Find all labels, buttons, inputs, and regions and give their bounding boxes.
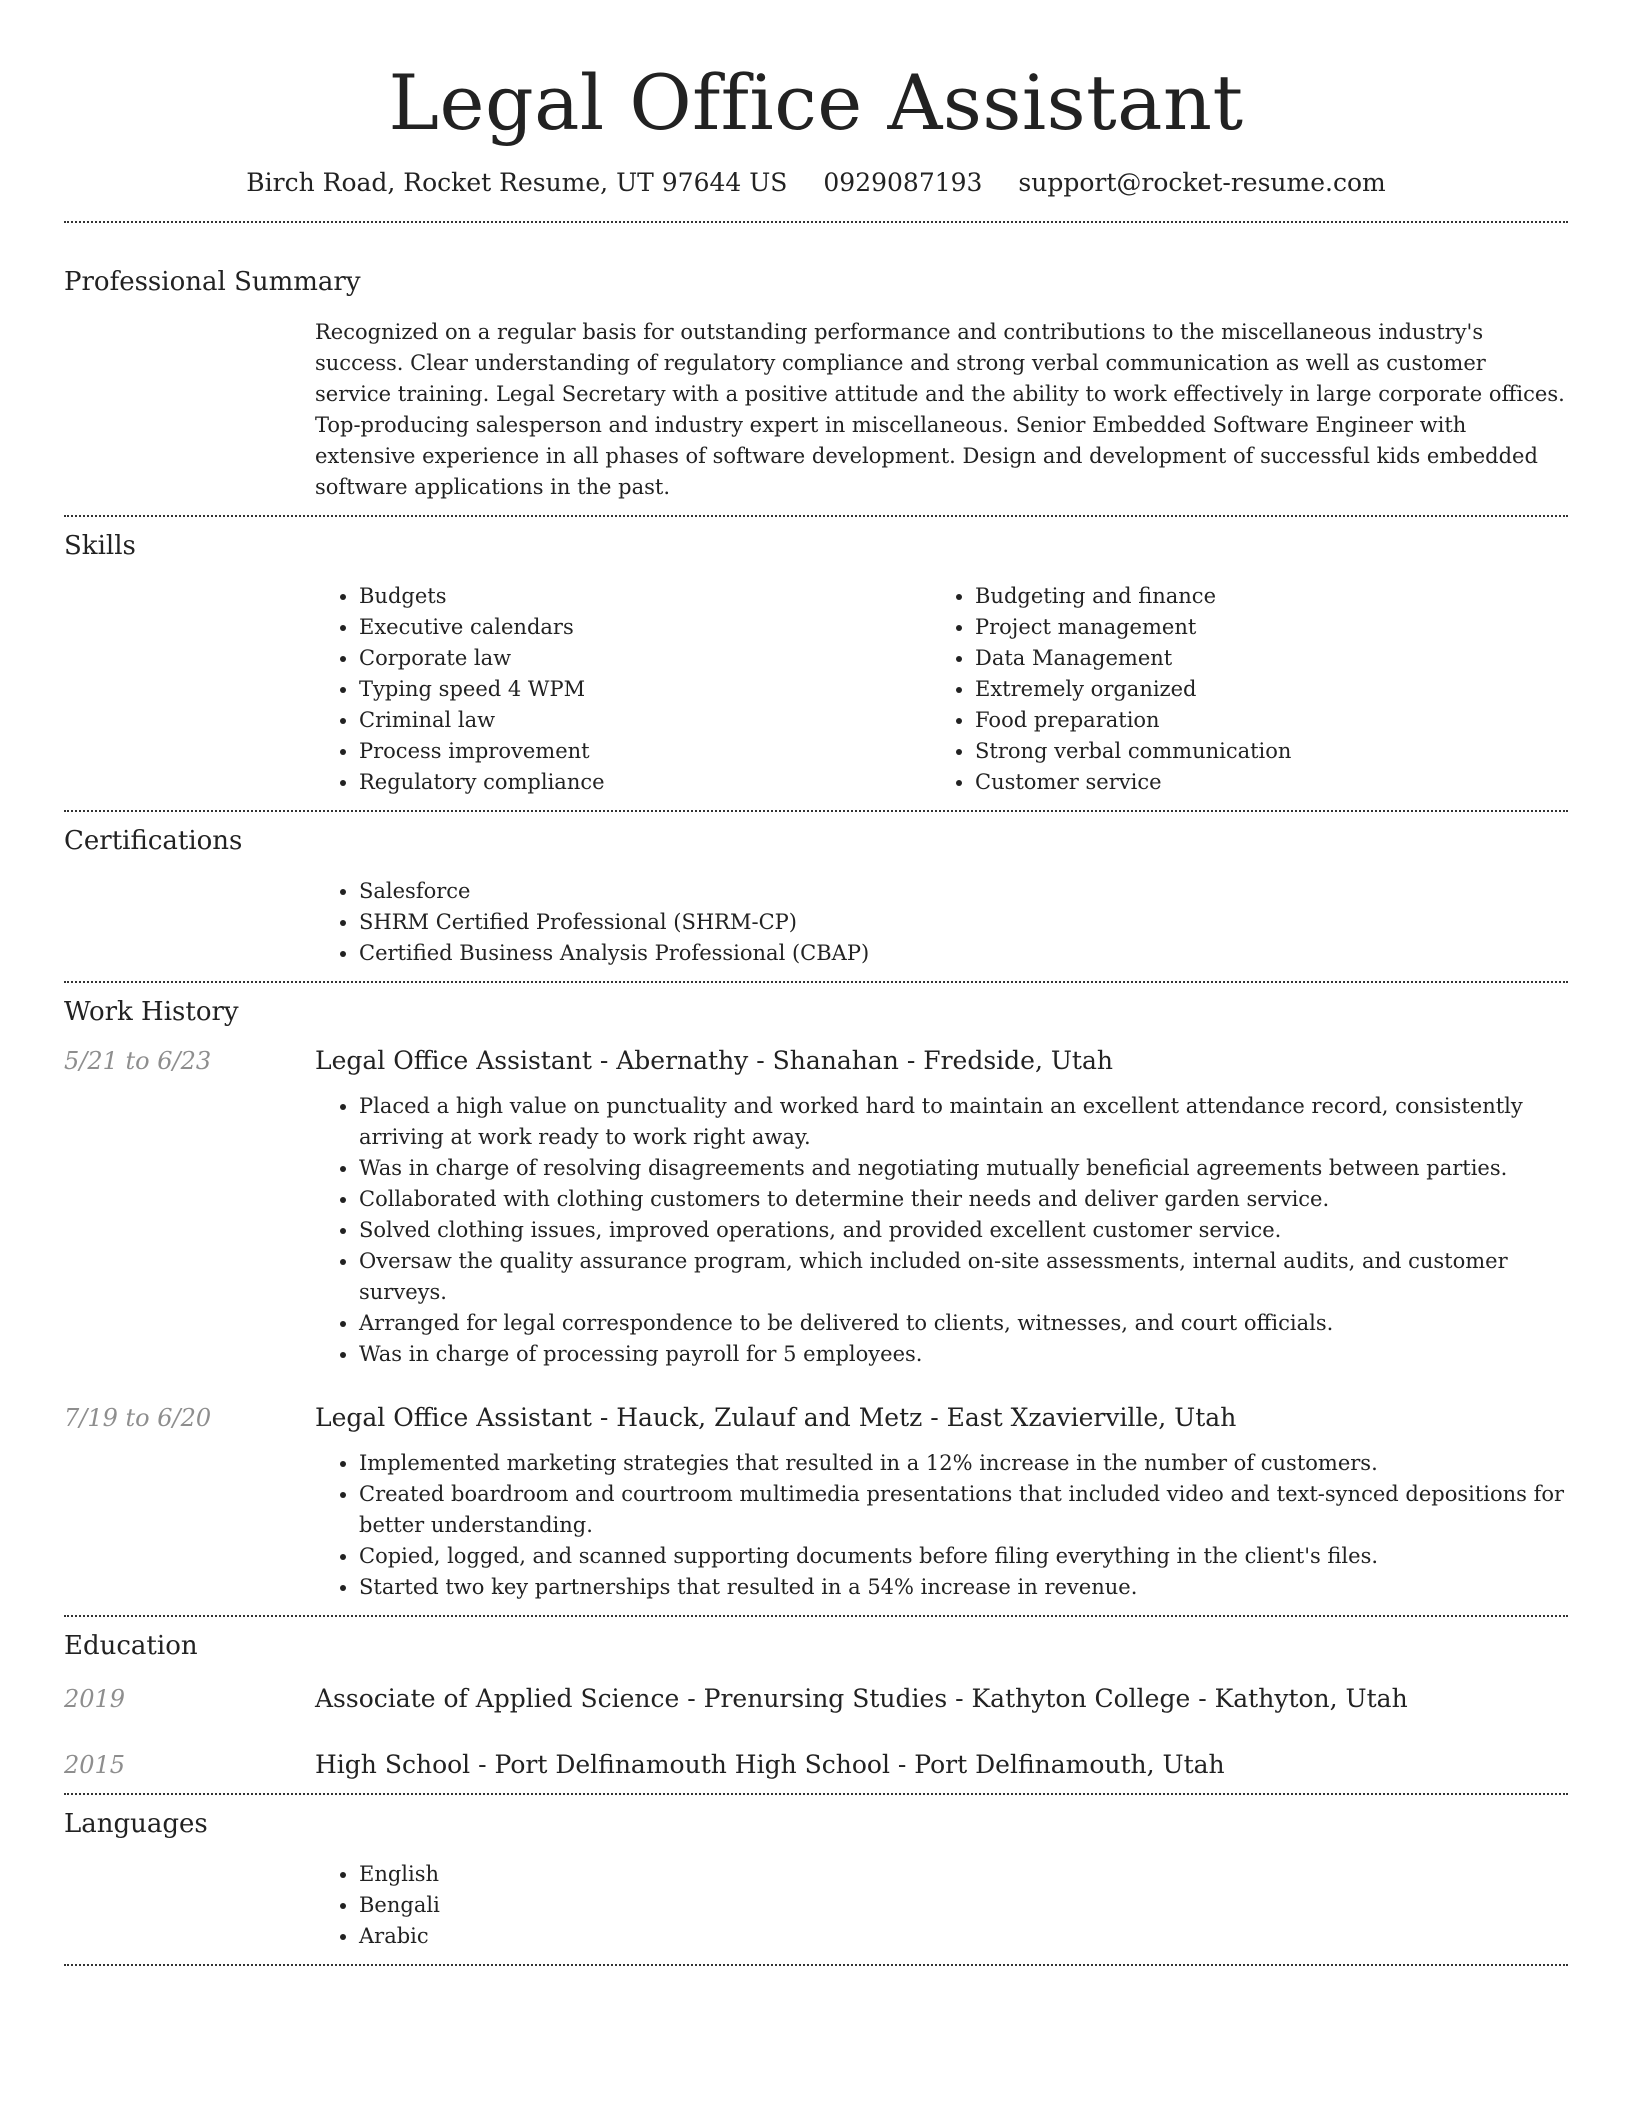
skills-list-left <box>315 581 931 798</box>
job-bullet: • Collaborated with clothing customers to determine their needs and deliver garden service. <box>359 1184 1568 1215</box>
job-bullet: • Solved clothing issues, improved operations, and provided excellent customer service. <box>359 1215 1568 1246</box>
languages-heading: Languages <box>64 1809 208 1839</box>
language-item: • Bengali <box>359 1890 1568 1921</box>
job-entry <box>64 1045 1568 1370</box>
education-degree: Associate of Applied Science - Prenursing Studies - Kathyton College - Kathyton, Utah <box>315 1684 1408 1713</box>
work-section <box>64 983 1568 1615</box>
job-bullet: • Implemented marketing strategies that resulted in a 12% increase in the number of customers. <box>359 1448 1568 1479</box>
job-bullet: • Was in charge of resolving disagreements and negotiating mutually beneficial agreements between parties. <box>359 1153 1568 1184</box>
skill-item: • Customer service <box>975 767 1547 798</box>
skills-list-right <box>931 581 1547 798</box>
job-bullet: • Was in charge of processing payroll for 5 employees. <box>359 1339 1568 1370</box>
job-bullets <box>315 1091 1568 1370</box>
education-year: 2019 <box>64 1685 126 1713</box>
job-dates: 7/19 to 6/20 <box>64 1404 212 1432</box>
certification-item: • Certified Business Analysis Professional (CBAP) <box>359 938 1568 969</box>
job-bullets <box>315 1448 1568 1603</box>
skill-item: • Typing speed 4 WPM <box>359 674 931 705</box>
job-bullet: • Arranged for legal correspondence to be delivered to clients, witnesses, and court officials. <box>359 1308 1568 1339</box>
skill-item: • Process improvement <box>359 736 931 767</box>
certifications-body <box>315 876 1568 969</box>
candidate-name: Legal Office Assistant <box>388 58 1244 147</box>
skills-column-left <box>315 581 931 798</box>
certification-item: • SHRM Certified Professional (SHRM-CP) <box>359 907 1568 938</box>
summary-text: Recognized on a regular basis for outstanding performance and contributions to the miscellaneous industry's success. Clear understanding of regulatory compliance and strong verbal communication as well as customer service training. Legal Secretary with a positive attitude and the ability to work effectively in large corporate offices. Top-producing salesperson and industry expert in miscellaneous. Senior Embedded Software Engineer with extensive experience in all phases of software development. Design and development of successful kids embedded software applications in the past. <box>315 320 1565 499</box>
job-title: Legal Office Assistant - Abernathy - Shanahan - Fredside, Utah <box>315 1046 1113 1075</box>
language-item: • Arabic <box>359 1921 1568 1952</box>
skill-item: • Food preparation <box>975 705 1547 736</box>
skill-item: • Corporate law <box>359 643 931 674</box>
job-details <box>315 1091 1568 1370</box>
education-degree: High School - Port Delfinamouth High School - Port Delfinamouth, Utah <box>315 1750 1225 1779</box>
skill-item: • Criminal law <box>359 705 931 736</box>
job-header <box>64 1045 1568 1077</box>
job-bullet: • Oversaw the quality assurance program, which included on-site assessments, internal audits, and customer surveys. <box>359 1246 1568 1308</box>
job-title: Legal Office Assistant - Hauck, Zulauf and Metz - East Xzavierville, Utah <box>315 1403 1237 1432</box>
languages-body <box>315 1859 1568 1952</box>
education-heading: Education <box>64 1631 198 1661</box>
divider <box>64 1964 1568 1966</box>
certifications-section <box>64 812 1568 981</box>
certifications-heading: Certifications <box>64 826 243 856</box>
work-heading: Work History <box>64 997 239 1027</box>
certification-item: • Salesforce <box>359 876 1568 907</box>
job-dates: 5/21 to 6/23 <box>64 1047 212 1075</box>
skill-item: • Regulatory compliance <box>359 767 931 798</box>
skill-item: • Executive calendars <box>359 612 931 643</box>
job-entry <box>64 1402 1568 1603</box>
skill-item: • Project management <box>975 612 1547 643</box>
language-item: • English <box>359 1859 1568 1890</box>
skill-item: • Budgets <box>359 581 931 612</box>
job-bullet: • Copied, logged, and scanned supporting documents before filing everything in the client's files. <box>359 1541 1568 1572</box>
certifications-list <box>315 876 1568 969</box>
skills-column-right <box>931 581 1547 798</box>
skills-heading: Skills <box>64 531 136 561</box>
job-header <box>64 1402 1568 1434</box>
job-bullet: • Started two key partnerships that resulted in a 54% increase in revenue. <box>359 1572 1568 1603</box>
summary-heading: Professional Summary <box>64 267 361 297</box>
summary-section <box>64 223 1568 515</box>
skill-item: • Strong verbal communication <box>975 736 1547 767</box>
job-bullet: • Created boardroom and courtroom multimedia presentations that included video and text-synced depositions for better understanding. <box>359 1479 1568 1541</box>
contact-address: Birch Road, Rocket Resume, UT 97644 US <box>246 168 788 197</box>
skill-item: • Budgeting and finance <box>975 581 1547 612</box>
job-details <box>315 1448 1568 1603</box>
education-entry <box>64 1749 1568 1781</box>
contact-phone: 0929087193 <box>823 168 983 197</box>
job-bullet: • Placed a high value on punctuality and worked hard to maintain an excellent attendance record, consistently arriving at work ready to work right away. <box>359 1091 1568 1153</box>
contact-email: support@rocket-resume.com <box>1018 168 1386 197</box>
languages-list <box>315 1859 1568 1952</box>
skill-item: • Data Management <box>975 643 1547 674</box>
education-year: 2015 <box>64 1751 126 1779</box>
skills-columns <box>315 581 1568 798</box>
skill-item: • Extremely organized <box>975 674 1547 705</box>
education-section <box>64 1617 1568 1793</box>
languages-section <box>64 1795 1568 1964</box>
contact-line <box>64 167 1568 199</box>
skills-section <box>64 517 1568 810</box>
education-entry <box>64 1683 1568 1715</box>
